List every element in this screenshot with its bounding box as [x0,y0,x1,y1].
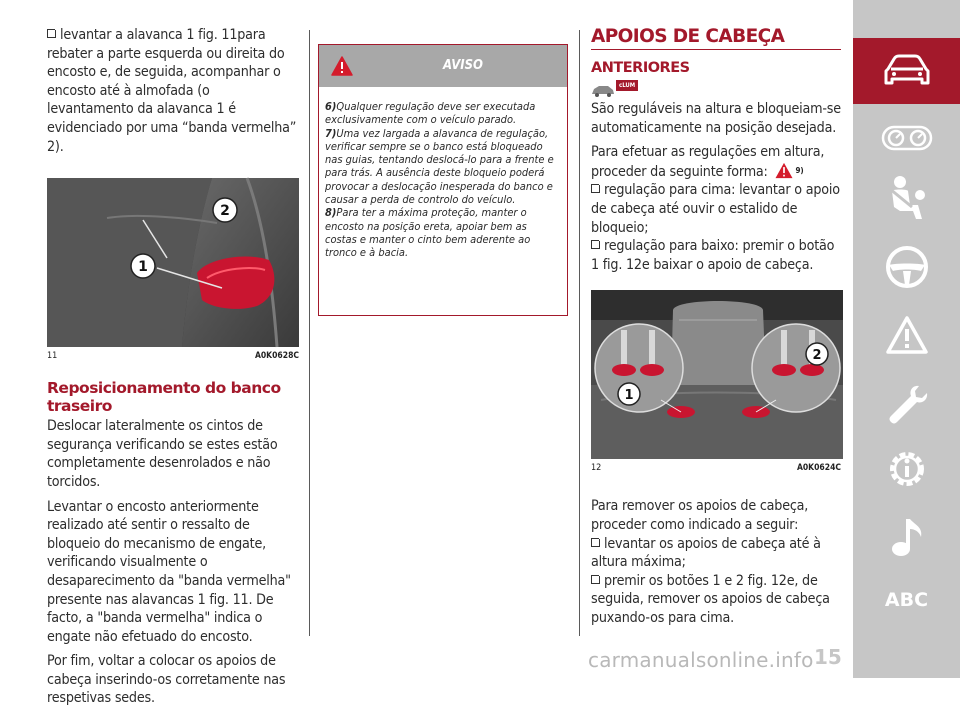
warning-note [325,127,561,207]
column-divider [309,30,310,636]
bullet-text: levantar os apoios de cabeça até à altura máxima; [591,535,821,571]
paragraph: Por fim, voltar a colocar os apoios de cabeça inserindo-os corretamente nas respetivas sedes. [47,653,286,707]
intro-bullet-text: levantar a alavanca 1 fig. 11para rebater a parte esquerda ou direita do encosto e, de seguida, acompanhar o encosto até à almofada (o levantamento da alavanca 1 é evidenciado por uma “banda vermelha” 2). [47,27,297,155]
sidebar-item-technical-data[interactable] [853,442,960,496]
note-number: 7) [325,126,337,140]
sidebar-item-maintenance[interactable] [853,378,960,430]
sidebar-item-dashboard[interactable] [853,118,960,158]
paragraph: Deslocar lateralmente os cintos de segurança verificando se estes estão completamente desenrolados e não torcidos. [47,418,278,490]
seat-belt-person-icon [886,175,928,221]
intro-bullet-paragraph [47,26,299,156]
paragraph: São reguláveis na altura e bloqueiam-se automaticamente na posição desejada. [591,101,841,136]
chapter-title: APOIOS DE CABEÇA [591,26,841,50]
callout-2: 2 [220,203,230,220]
figure-12 [591,290,841,473]
dashboard-gauges-icon [881,123,933,153]
warning-triangle-icon [331,56,353,76]
steering-wheel-icon [885,245,929,289]
right-column [591,26,841,628]
callout-2: 2 [812,348,822,364]
headrest-illustration [591,290,843,459]
note-number: 6) [325,100,337,113]
warning-note [325,206,561,259]
section-title-reposition: Reposicionamento do banco traseiro [47,379,281,416]
paragraph-text: Para efetuar as regulações em altura, proceder da seguinte forma: [591,144,825,180]
subtitle-anteriores: ANTERIORES [591,60,690,76]
warning-triangle-icon [885,315,929,355]
bullet-marker [47,29,56,38]
bullet-item [591,181,841,237]
variant-badge: cLUM [616,80,638,91]
paragraph: Para remover os apoios de cabeça, proceder como indicado a seguir: [591,498,809,533]
note-text: Uma vez largada a alavanca de regulação, verificar sempre se o banco está bloqueado nas guias, tentando deslocá-lo para a frente e para trás. A ausência deste bloqueio poderá provocar a deslocação inesperada do banco e causar a perda de controlo do veículo. [325,126,554,207]
bullet-item [591,535,841,572]
warning-box [318,44,568,316]
figure-code: A0K0628C [254,351,299,362]
callout-1: 1 [624,388,634,404]
music-note-icon [887,515,927,559]
bullet-text: regulação para baixo: premir o botão 1 fig. 12e baixar o apoio de cabeça. [591,238,835,273]
sidebar-item-starting[interactable] [853,242,960,292]
figure-number: 12 [591,463,602,474]
variant-badge-row [591,80,841,98]
figure-11-caption [47,351,299,361]
bullet-marker [591,240,600,249]
section-body [47,417,299,708]
watermark: carmanualsonline.info [588,648,814,672]
wrench-icon [885,382,929,426]
warning-notes [319,87,567,260]
bullet-item [591,237,841,274]
callout-1: 1 [138,259,148,276]
left-column [47,26,299,708]
bullet-marker [591,184,600,193]
chapter-sidebar [853,0,960,678]
sidebar-item-emergency[interactable] [853,310,960,360]
note-text: Para ter a máxima proteção, manter o encosto na posição ereta, apoiar bem as costas e manter o cinto bem aderente ao tronco e à bacia. [325,206,531,260]
sidebar-item-index[interactable] [853,582,960,618]
note-reference: 9) [795,165,804,175]
gear-info-icon [884,446,930,492]
bullet-marker [591,575,600,584]
warning-triangle-icon [774,162,794,179]
bullet-marker [591,538,600,547]
warning-title: AVISO [443,58,483,73]
rear-seat-lever-illustration [47,178,299,347]
car-side-icon [591,83,615,97]
bullet-text: regulação para cima: levantar o apoio de cabeça até ouvir o estalido de bloqueio; [591,182,840,236]
figure-number: 11 [47,351,58,362]
abc-index-label: ABC [884,589,929,611]
figure-code: A0K0624C [796,463,841,474]
paragraph-with-ref [591,143,841,181]
column-divider [579,30,580,636]
sidebar-item-multimedia[interactable] [853,512,960,562]
note-number: 8) [325,206,337,220]
warning-header [319,45,567,87]
figure-12-image [591,290,843,459]
sidebar-item-safety[interactable] [853,172,960,224]
figure-11 [47,178,299,361]
figure-12-caption [591,463,841,473]
note-text: Qualquer regulação deve ser executada exclusivamente com o veículo parado. [325,100,536,127]
page-number: 15 [814,645,842,669]
bullet-text: premir os botões 1 e 2 fig. 12e, de seguida, remover os apoios de cabeça puxando-os para cima. [591,572,830,626]
bullet-item [591,572,841,628]
warning-note [325,100,561,127]
sidebar-item-car[interactable] [853,38,960,104]
car-icon [883,53,931,89]
paragraph: Levantar o encosto anteriormente realizado até sentir o ressalto de bloqueio do mecanismo de engate, verificando visualmente o desaparecimento da "banda vermelha" presente nas alavancas 1 fig. 11. De facto, a "banda vermelha" indica o engate não efetuado do encosto. [47,498,291,645]
figure-11-image [47,178,299,347]
